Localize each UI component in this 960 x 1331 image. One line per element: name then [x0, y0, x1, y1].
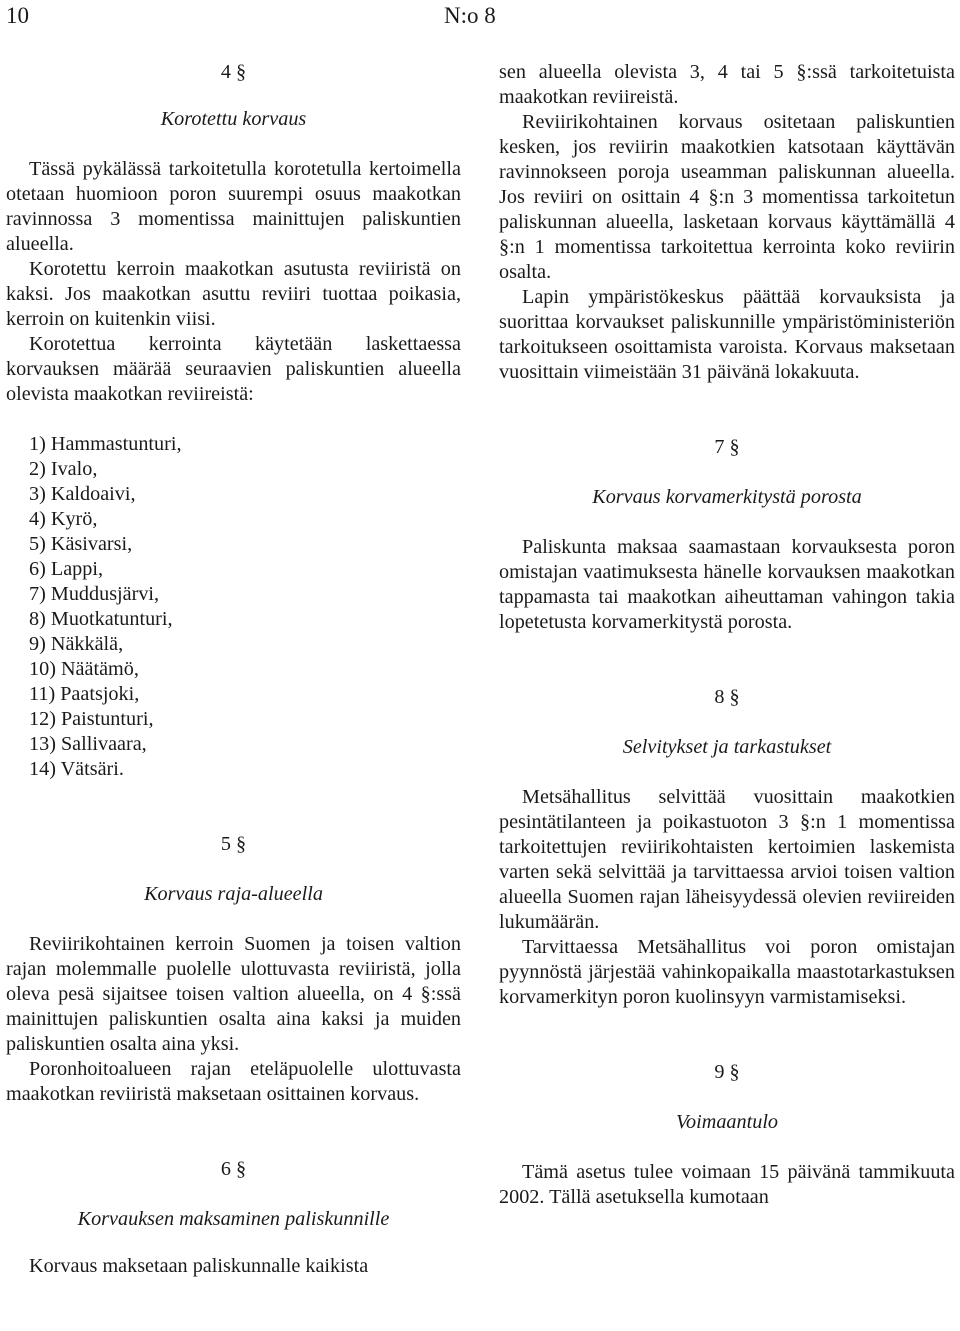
- paragraph: sen alueella olevista 3, 4 tai 5 §:ssä tarkoitetuista maakotkan reviireistä.: [499, 61, 955, 108]
- section-number: 7 §: [714, 436, 740, 458]
- section-title: Korvaus korvamerkitystä porosta: [592, 486, 862, 508]
- section-number: 4 §: [220, 61, 247, 83]
- right-column: [499, 60, 955, 1210]
- section-4: [6, 60, 461, 782]
- list-item: 13) Sallivaara,: [29, 733, 147, 755]
- paragraph: Poronhoitoalueen rajan eteläpuolelle ulottuvasta maakotkan reviiristä maksetaan osittainen korvaus.: [6, 1058, 461, 1105]
- list-item: 7) Muddusjärvi,: [29, 583, 160, 605]
- list-item: 6) Lappi,: [29, 558, 103, 580]
- section-number: 6 §: [220, 1158, 247, 1180]
- reindeer-district-list: [6, 432, 461, 782]
- list-item: 8) Muotkatunturi,: [29, 608, 173, 630]
- section-title: Voimaantulo: [675, 1111, 779, 1133]
- list-item: 1) Hammastunturi,: [29, 433, 182, 455]
- list-item: 2) Ivalo,: [29, 458, 98, 480]
- list-item: 4) Kyrö,: [29, 508, 98, 530]
- section-8: [499, 685, 955, 1010]
- page-header: [0, 0, 960, 40]
- paragraph: Lapin ympäristökeskus päättää korvauksista ja suorittaa korvaukset paliskunnille ympäristöministeriön tarkoitukseen osoittamista varoista. Korvaus maksetaan vuosittain viimeistään 31 päivänä lokakuuta.: [499, 286, 955, 383]
- paragraph: Korvaus maksetaan paliskunnalle kaikista: [29, 1255, 369, 1277]
- paragraph: Korotettua kerrointa käytetään laskettaessa korvauksen määrää seuraavien paliskuntien alueella olevista maakotkan reviireistä:: [6, 333, 461, 405]
- section-title: Selvitykset ja tarkastukset: [622, 736, 832, 758]
- paragraph: Paliskunta maksaa saamastaan korvauksesta poron omistajan vaatimuksesta hänelle korvauksen maakotkan tappamasta tai maakotkan aiheuttaman vahingon takia lopetetusta korvamerkitystä porosta.: [499, 536, 955, 633]
- list-item: 14) Vätsäri.: [29, 758, 124, 780]
- section-number: 9 §: [714, 1061, 740, 1083]
- section-title: Korotettu korvaus: [160, 108, 307, 130]
- section-6: [6, 1157, 461, 1279]
- paragraph: Tässä pykälässä tarkoitetulla korotetulla kertoimella otetaan huomioon poron suurempi osuus maakotkan ravinnossa 3 momentissa mainittujen paliskuntien alueella.: [6, 158, 461, 255]
- paragraph: Tämä asetus tulee voimaan 15 päivänä tammikuuta 2002. Tällä asetuksella kumotaan: [499, 1161, 955, 1208]
- paragraph: Reviirikohtainen korvaus ositetaan paliskuntien kesken, jos reviirin maakotkien katsotaan käyttävän ravinnokseen poroja useamman paliskunnan alueella. Jos reviiri on osittain 4 §:n 3 momentissa tarkoitetun paliskunnan alueella, lasketaan korvaus käyttämällä 4 §:n 1 momentissa tarkoitettua kerrointa koko reviirin osalta.: [499, 111, 955, 283]
- list-item: 12) Paistunturi,: [29, 708, 154, 730]
- page-number: 10: [6, 3, 29, 28]
- paragraph: Korotettu kerroin maakotkan asutusta reviiristä on kaksi. Jos maakotkan asuttu reviiri tuottaa poikasia, kerroin on kuitenkin viisi.: [6, 258, 461, 330]
- paragraph: Tarvittaessa Metsähallitus voi poron omistajan pyynnöstä järjestää vahinkopaikalla maastotarkastuksen korvamerkityn poron kuolinsyyn varmistamiseksi.: [499, 936, 955, 1008]
- paragraph: Metsähallitus selvittää vuosittain maakotkien pesintätilanteen ja poikastuoton 3 §:n 1 momentissa tarkoitettujen reviirikohtaisten kertoimien laskemista varten sekä selvittää ja tarvittaessa arvioi toisen valtion alueella Suomen rajan läheisyydessä olevien reviireiden lukumäärän.: [499, 786, 955, 933]
- section-9: [499, 1060, 955, 1210]
- section-5: [6, 832, 461, 1107]
- list-item: 10) Näätämö,: [29, 658, 139, 680]
- left-column: [6, 60, 461, 1279]
- section-number: 8 §: [714, 686, 740, 708]
- list-item: 11) Paatsjoki,: [29, 683, 140, 705]
- section-title: Korvauksen maksaminen paliskunnille: [77, 1208, 390, 1230]
- paragraph: Reviirikohtainen kerroin Suomen ja toisen valtion rajan molemmalle puolelle ulottuvasta reviiristä, jolla oleva pesä sijaitsee toisen valtion alueella, on 4 §:ssä mainittujen paliskuntien osalta aina kaksi ja muiden paliskuntien osalta aina yksi.: [6, 933, 461, 1055]
- list-item: 5) Käsivarsi,: [29, 533, 133, 555]
- section-title: Korvaus raja-alueella: [144, 883, 323, 905]
- section-7: [499, 435, 955, 635]
- list-item: 3) Kaldoaivi,: [29, 483, 136, 505]
- section-number: 5 §: [220, 833, 247, 855]
- list-item: 9) Näkkälä,: [29, 633, 124, 655]
- issue-number: N:o 8: [444, 3, 496, 28]
